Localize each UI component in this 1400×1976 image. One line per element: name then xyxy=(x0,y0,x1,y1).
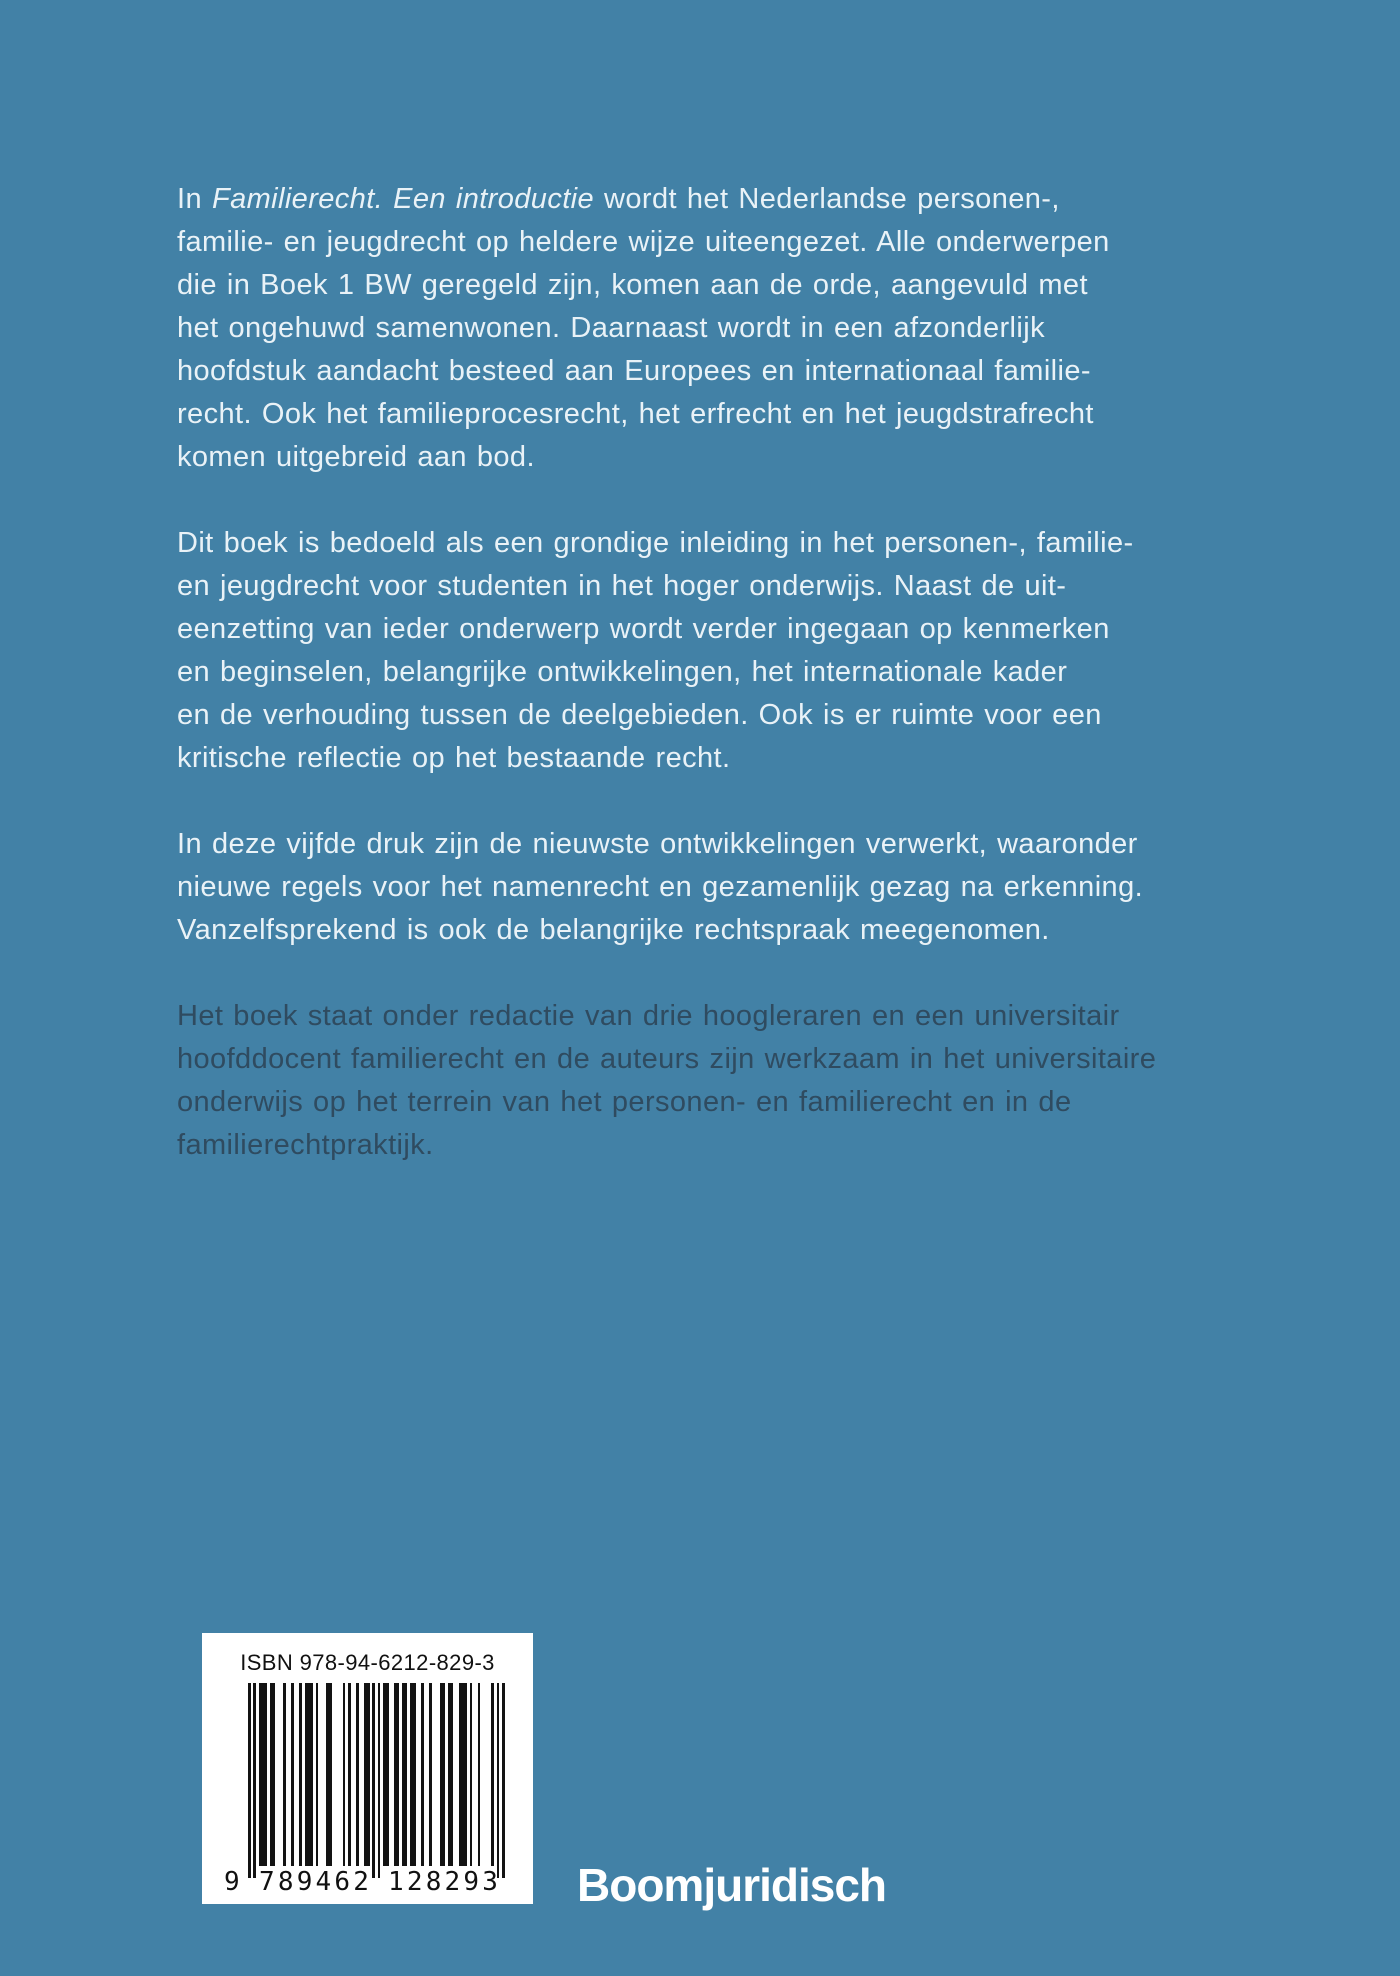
barcode-digit-group-right: 128293 xyxy=(388,1867,502,1897)
text-line: In deze vijfde druk zijn de nieuwste ontwikkelingen verwerkt, waaronder xyxy=(177,828,1138,860)
text-line: onderwijs op het terrein van het personen- en familierecht en in de xyxy=(177,1086,1072,1118)
barcode-module xyxy=(502,1683,505,1878)
paragraph xyxy=(177,823,1247,952)
text-line: Dit boek is bedoeld als een grondige inleiding in het personen-, familie- xyxy=(177,527,1134,559)
text-line: en de verhouding tussen de deelgebieden. Ook is er ruimte voor een xyxy=(177,699,1102,731)
publisher-logo: Boomjuridisch xyxy=(577,1859,887,1911)
barcode-digit-group-left: 789462 xyxy=(259,1867,373,1897)
paragraph xyxy=(177,178,1247,479)
text-line: en beginselen, belangrijke ontwikkelingen, het internationale kader xyxy=(177,656,1068,688)
text-line: In Familierecht. Een introductie wordt het Nederlandse personen-, xyxy=(177,183,1060,215)
paragraph xyxy=(177,995,1247,1167)
text-line: Vanzelfsprekend is ook de belangrijke rechtspraak meegenomen. xyxy=(177,914,1050,946)
book-title-italic: Familierecht. Een introductie xyxy=(211,183,595,215)
text-line: Het boek staat onder redactie van drie hoogleraren en een universitair xyxy=(177,1000,1120,1032)
text-line: eenzetting van ieder onderwerp wordt verder ingegaan op kenmerken xyxy=(177,613,1110,645)
paragraph xyxy=(177,522,1247,780)
text-line: komen uitgebreid aan bod. xyxy=(177,441,535,473)
text-line: hoofddocent familierecht en de auteurs zijn werkzaam in het universitaire xyxy=(177,1043,1157,1075)
text-line: hoofdstuk aandacht besteed aan Europees en internationaal familie- xyxy=(177,355,1091,387)
barcode-digits xyxy=(202,1867,533,1897)
text-line: recht. Ook het familieprocesrecht, het erfrecht en het jeugdstrafrecht xyxy=(177,398,1094,430)
isbn-label: ISBN 978-94-6212-829-3 xyxy=(240,1650,495,1675)
text-line: het ongehuwd samenwonen. Daarnaast wordt in een afzonderlijk xyxy=(177,312,1045,344)
barcode-digit-first: 9 xyxy=(224,1867,240,1897)
back-cover-text xyxy=(177,178,1247,1210)
text-line: nieuwe regels voor het namenrecht en gezamenlijk gezag na erkenning. xyxy=(177,871,1144,903)
text-line: familie- en jeugdrecht op heldere wijze uiteengezet. Alle onderwerpen xyxy=(177,226,1110,258)
text-line: kritische reflectie op het bestaande recht. xyxy=(177,742,731,774)
text-line: familierechtpraktijk. xyxy=(177,1129,434,1161)
isbn-block xyxy=(202,1633,533,1904)
ean-barcode xyxy=(248,1683,505,1878)
text-line: die in Boek 1 BW geregeld zijn, komen aan de orde, aangevuld met xyxy=(177,269,1088,301)
text-line: en jeugdrecht voor studenten in het hoger onderwijs. Naast de uit- xyxy=(177,570,1067,602)
